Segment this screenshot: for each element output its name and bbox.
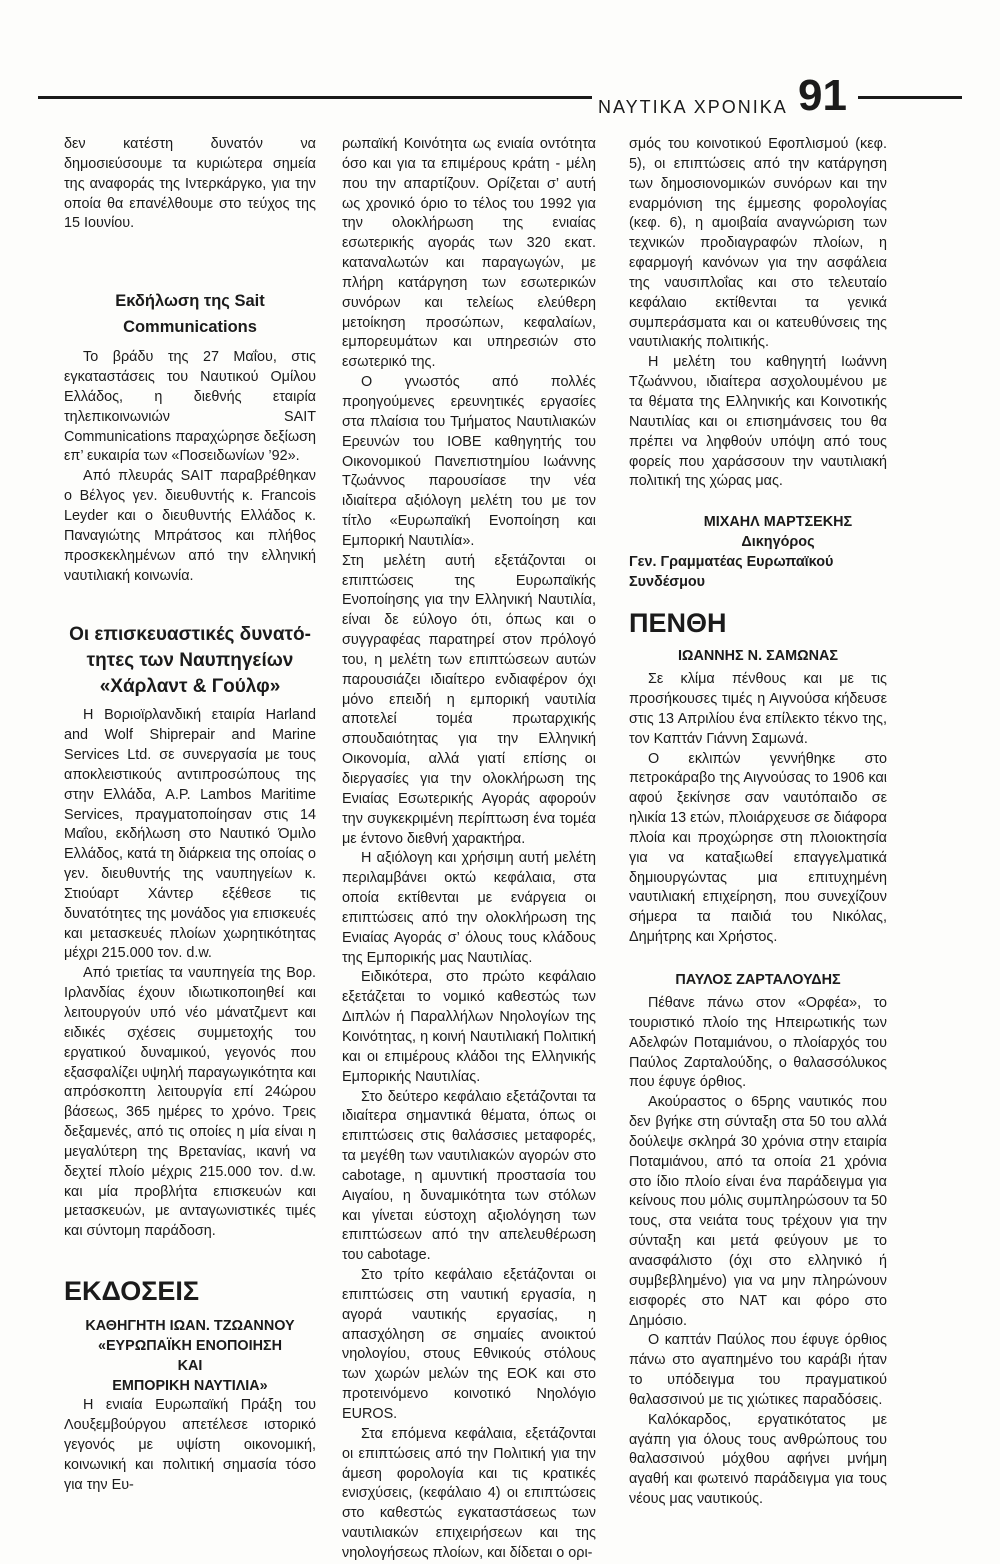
obituary-2-name: ΠΑΥΛΟΣ ΖΑΡΤΑΛΟΥΔΗΣ [675,972,841,988]
column-1 [64,135,316,1495]
book-heading-line-1: ΚΑΘΗΓΗΤΗ ΙΩΑΝ. ΤΖΩΑΝΝΟΥ [85,1318,295,1335]
penthi-heading: ΠΕΝΘΗ [629,608,727,639]
article-paragraph-8: Στα επόμενα κεφάλαια, εξετάζονται οι επιπτώσεις από την Πολιτική για την άμεση φορολογία και τις κρατικές ενισχύσεις, (κεφάλαιο 4) οι επιπτώσεις στο καθεστώς εγκαταστάσεως των ναυτιλιακών επιχειρήσεων και της νηολογήσεως πλοίων, και δίδεται ο ορι- [342,1425,596,1561]
sait-heading-line-2: Communications [123,318,257,337]
signature-name: ΜΙΧΑΗΛ ΜΑΡΤΣΕΚΗΣ [703,514,853,531]
ekdoseis-heading: ΕΚΔΟΣΕΙΣ [64,1276,200,1307]
signature-title-line-1: Γεν. Γραμματέας Ευρωπαϊκού [629,554,834,571]
obituary-2-paragraph-2: Ακούραστος ο 65ρης ναυτικός που δεν βγήκε στη σύνταξη στα 50 του αλλά δούλεψε σκληρά 30 χρόνια στην εταιρία Ποταμιάνου, από τα οποία 21 χρόνια στο ίδιο πλοίο είναι ένα παράδειγμα για κείνους που μόλις συμπληρώσουν τα 50 τους, στα νειάτα τους τρέχουν για την σύνταξη και μετά φεύγουν με το ανασφάλιστο (όχι στο ελληνικό ή συμβεβλημένο) για να μην πληρώνουν εισφορές στο ΝΑΤ και φόρο στο Δημόσιο. [629,1094,887,1329]
obituary-1-paragraph-2: Ο εκλιπών γεννήθηκε στο πετροκάραβο της Αιγνούσας το 1906 και αφού ξεκίνησε σαν ναυτόπαιδο σε ηλικία 13 ετών, πλοιάρχευσε σε διάφορα πλοία και προχώρησε στη πλοιοκτησία για να καταξιωθεί επαγγελματικά δημιουργώντας μια επιτυχημένη ναυτιλιακή επιχείρηση, που συνεχίζουν σήμερα τα παιδιά του Νικόλας, Δημήτρης και Χρήστος. [629,750,887,946]
harland-paragraph-1: Η Βοριοϊρλανδική εταιρία Harland and Wolf Shiprepair and Marine Services Ltd. σε συνεργασία με τους αποκλειστικούς αντιπροσώπους της στην Ελλάδα, A.P. Lambos Maritime Services, πραγματοποίησαν στις 14 Μαΐου, εκδήλωση στο Ναυτικό Όμιλο Ελλάδος, κατά τη διάρκεια της οποίας ο γεν. διευθυντής της ναυπηγείων κ. Στιούαρτ Χάντερ εξέθεσε τις δυνατότητες της μονάδος για επισκευές και μετασκευές πλοίων χωρητικότητας μέχρι 215.000 τον. d.w. [64,707,316,962]
obituary-1-name: ΙΩΑΝΝΗΣ Ν. ΣΑΜΩΝΑΣ [677,648,839,665]
book-heading-line-4: ΕΜΠΟΡΙΚΗ ΝΑΥΤΙΛΙΑ» [112,1378,268,1395]
article-paragraph-4: Η αξιόλογη και χρήσιμη αυτή μελέτη περιλαμβάνει οκτώ κεφάλαια, στα οποία εκτίθενται με ενάργεια οι επιπτώσεις από την ολοκλήρωση της Ενιαίας Αγοράς σ’ όλους τους κλάδους της Εμπορικής μας Ναυτιλίας. [342,850,596,966]
obituary-2-paragraph-3: Ο καπτάν Παύλος που έφυγε όρθιος πάνω στο αγαπημένο του καράβι ήταν το υπόδειγμα του πραγματικού θαλασσινού με τις χιώτικες παραδόσεις. [629,1332,887,1408]
harland-paragraph-2: Από τριετίας τα ναυπηγεία της Βορ. Ιρλανδίας έχουν ιδιωτικοποιηθεί και λειτουργούν υπό νέο μάνατζμεντ και ειδικές σχέσεις συμμετοχής του εργατικού δυναμικού, γεγονός που εξασφαλίζει υψηλή παραγωγικότητα και απρόσκοπτη λειτουργία επί 24ώρου βάσεως, 365 ημέρες το χρόνο. Τρεις δεξαμενές, από τις οποίες η μία είναι η μεγαλύτερη της Βρετανίας, ικανή να δεχτεί πλοίο μέχρις 215.000 τον. d.w. και μία προβλήτα επισκευών και μετασκευών, με ανταγωνιστικές τιμές και σύντομη παράδοση. [64,965,316,1240]
sait-paragraph-2: Από πλευράς SAIT παραβρέθηκαν ο Βέλγος γεν. διευθυντής κ. Francois Leyder και ο διευθυντής Ελλάδος κ. Παναγιώτης Μπράτσος και πλήθος προσκεκλημένων από την ελληνική ναυτιλιακή κοινωνία. [64,468,316,584]
signature-title-line-2: Συνδέσμου [629,574,706,591]
sait-paragraph-1: Το βράδυ της 27 Μαΐου, στις εγκαταστάσεις του Ναυτικού Ομίλου Ελλάδος, η διεθνής εταιρία τηλεπικοινωνιών SAIT Communications παραχώρησε δεξίωση επ’ ευκαιρία των «Ποσειδωνίων ’92». [64,349,316,465]
obituary-2-paragraph-1: Πέθανε πάνω στον «Ορφέα», το τουριστικό πλοίο της Ηπειρωτικής των Αδελφών Ποταμιάνου, ο πλοίαρχός του Παύλος Ζαρταλούδης, ο θαλασσόλυκος που έφυγε όρθιος. [629,995,887,1091]
header-rule-left [38,96,592,99]
journal-title: ΝΑΥΤΙΚΑ ΧΡΟΝΙΚΑ [598,97,788,117]
obituary-1-paragraph-1: Σε κλίμα πένθους και με τις προσήκουσες τιμές η Αιγνούσα κήδευσε στις 13 Απριλίου ένα επίλεκτο τέκνο της, τον Καπτάν Γιάννη Σαμωνά. [629,671,887,747]
column-2 [342,135,596,1564]
harland-heading-line-3: «Χάρλαντ & Γούλφ» [99,676,281,698]
column-3 [629,135,887,1510]
obituary-2-paragraph-4: Καλόκαρδος, εργατικότατος με αγάπη για όλους τους ανθρώπους του θαλασσινού μόχθου αφήνει μνήμη αγαθή και φωτεινό παράδειγμα για τους νέους μας ναυτικούς. [629,1411,887,1508]
article-paragraph-9: σμός του κοινοτικού Εφοπλισμού (κεφ. 5), οι επιπτώσεις από την κατάργηση των δημοσιονομικών συνόρων και την εναρμόνιση της έμμεσης φορολογίας (κεφ. 6), η αμοιβαία αναγνώριση των τεχνικών προδιαγραφών πλοίων, η εφαρμογή κανόνων για την ασφάλεια της ναυσιπλοΐας και στο τελευταίο κεφάλαιο εκτίθενται τα γενικά συμπεράσματα και οι κατευθύνσεις της ναυτιλιακής πολιτικής. [629,136,887,351]
page-number: 91 [798,71,847,120]
sait-heading-line-1: Εκδήλωση της Sait [115,292,265,311]
harland-heading-line-1: Οι επισκευαστικές δυνατό- [69,624,311,646]
article-paragraph-2: Ο γνωστός από πολλές προηγούμενες ερευνητικές εργασίες στα πλαίσια του Τμήματος Ναυτιλιακών Ερευνών του ΙΟΒΕ καθηγητής του Οικονομικού Πανεπιστημίου Ιωάννης Τζωάννος παρουσίασε την νέα ιδιαίτερα αξιόλογη μελέτη του με τον τίτλο «Ευρωπαϊκή Ενοποίηση και Εμπορική Ναυτιλία». [342,374,596,549]
article-paragraph-5: Ειδικότερα, στο πρώτο κεφάλαιο εξετάζεται το νομικό καθεστώς των Διπλών ή Παραλλήλων Νηολογίων της Κοινότητας, η κοινή Ναυτιλιακή Πολιτική και οι επιμέρους κλάδοι της Ελληνικής Εμπορικής Ναυτιλίας. [342,969,596,1085]
intro-paragraph: δεν κατέστη δυνατόν να δημοσιεύσουμε τα κυριώτερα σημεία της αναφοράς της Ιντερκάργκο, για την οποία θα επανέλθουμε στο τεύχος της 15 Ιουνίου. [64,136,316,232]
article-paragraph-10: Η μελέτη του καθηγητή Ιωάννη Τζωάννου, ιδιαίτερα ασχολουμένου με τα θέματα της Ελληνικής και Κοινοτικής Ναυτιλίας και οι επισημάνσεις του θα πρέπει να ληφθούν υπόψη από τους φορείς που χαράσσουν την ναυτιλιακή πολιτική της χώρας μας. [629,354,887,490]
article-paragraph-6: Στο δεύτερο κεφάλαιο εξετάζονται τα ιδιαίτερα σημαντικά θέματα, όπως οι επιπτώσεις στις θαλάσσιες μεταφορές, τα μεγέθη των ναυτιλιακών αγορών στο cabotage, η αμυντική προστασία του Αιγαίου, η δυναμικότητα των στόλων και γίνεται εύστοχη αξιολόγηση των επιπτώσεων από την απελευθέρωση του cabotage. [342,1088,596,1264]
book-heading-line-2: «ΕΥΡΩΠΑΪΚΗ ΕΝΟΠΟΙΗΣΗ [97,1338,283,1355]
book-paragraph-1: Η ενιαία Ευρωπαϊκή Πράξη του Λουξεμβούργου απετέλεσε ιστορικό γεγονός με υψίστη οικονομική, κοινωνική και πολιτική σημασία τόσο για την Ευ- [64,1397,316,1493]
article-paragraph-7: Στο τρίτο κεφάλαιο εξετάζονται οι επιπτώσεις στη ναυτική εργασία, η αγορά ναυτικής εργασίας, η απασχόληση σε σημαίες ανοικτού νηολογίου, στους Εθνικούς στόλους των χωρών μελών της ΕΟΚ και στο προτεινόμενο κοινοτικό Νηολόγιο EUROS. [342,1267,596,1422]
header-rule-right [858,96,962,99]
signature-role: Δικηγόρος [741,534,815,551]
article-paragraph-1: ρωπαϊκή Κοινότητα ως ενιαία οντότητα όσο και για τα επιμέρους κράτη - μέλη που την απαρτίζουν. Ορίζεται σ’ αυτή ως χρονικό όριο το τέλος του 1992 για την ολοκλήρωση της ενιαίας εσωτερικής αγοράς των 320 εκατ. καταναλωτών και παραγωγών, με πλήρη κατάργηση των εσωτερικών συνόρων και τελείως ελεύθερη μετοίκηση προσώπων, κεφαλαίων, εμπορευμάτων και υπηρεσιών στο εσωτερικό της. [342,136,596,371]
book-heading-line-3: ΚΑΙ [177,1358,203,1375]
article-paragraph-3: Στη μελέτη αυτή εξετάζονται οι επιπτώσεις της Ευρωπαϊκής Ενοποίησης για την Ελληνική Ναυτιλία, είναι δε εύλογο ότι, όπως και ο συγγραφέας παρατηρεί στον πρόλογό του, η μελέτη των επιπτώσεων αυτών παρουσιάζει ιδιαίτερο ενδιαφέρον όχι μόνο επειδή η εμπορική ναυτιλία αποτελεί τομέα πρωταρχικής σπουδαιότητας για την Ελληνική Οικονομία, αλλά γιατί επίσης οι διεργασίες για την ολοκλήρωση της Ενιαίας Εσωτερικής Αγοράς αφορούν την συγκεκριμένη περίπτωση ένα τομέα με έντονο διεθνή χαρακτήρα. [342,552,596,847]
harland-heading-line-2: τητες των Ναυπηγείων [86,650,294,672]
